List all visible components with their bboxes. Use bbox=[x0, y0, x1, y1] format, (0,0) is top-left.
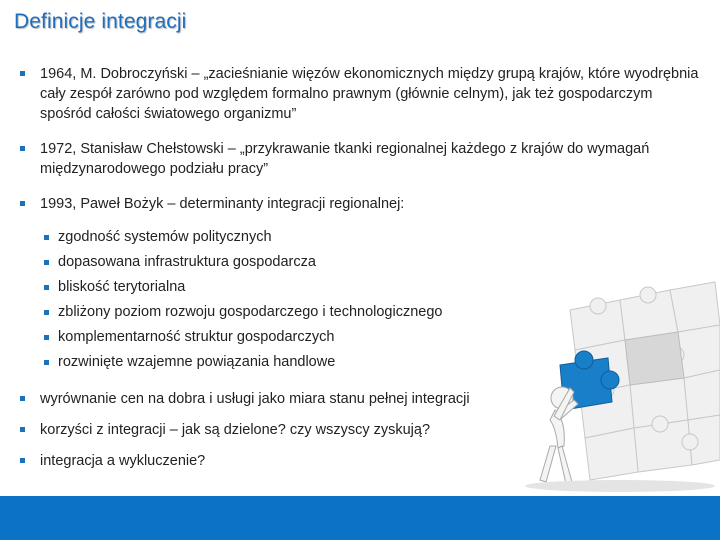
sub-bullet-item bbox=[18, 325, 708, 350]
footer-bar bbox=[0, 496, 720, 540]
bullet-square-icon bbox=[20, 396, 25, 401]
bullet-benefits bbox=[18, 420, 708, 440]
bullet-square-icon bbox=[20, 427, 25, 432]
sub-bullet-text: dopasowana infrastruktura gospodarcza bbox=[58, 254, 316, 270]
slide-content bbox=[18, 64, 708, 482]
bullet-exclusion bbox=[18, 451, 708, 471]
bullet-square-icon bbox=[20, 201, 25, 206]
bullet-square-icon bbox=[44, 310, 49, 315]
bullet-square-icon bbox=[20, 146, 25, 151]
sub-bullet-item bbox=[18, 275, 708, 300]
sub-bullet-text: bliskość terytorialna bbox=[58, 279, 186, 295]
bullet-text: korzyści z integracji – jak są dzielone? czy wszyscy zyskują? bbox=[40, 422, 431, 438]
bullet-price-equalization bbox=[18, 389, 708, 409]
lower-bullets bbox=[18, 389, 708, 471]
bullet-square-icon bbox=[44, 335, 49, 340]
sub-bullet-list bbox=[18, 225, 708, 375]
bullet-text: 1993, Paweł Bożyk – determinanty integracji regionalnej: bbox=[40, 196, 405, 212]
bullet-square-icon bbox=[44, 285, 49, 290]
sub-bullet-item bbox=[18, 225, 708, 250]
bullet-text: 1964, M. Dobroczyński – „zacieśnianie więzów ekonomicznych między grupą krajów, które wyodrębnia cały zespół zarówno pod względem formalno prawnym (głównie celnym), jak też gospodarczym spośród całości światowego organizmu” bbox=[40, 66, 699, 122]
sub-bullet-text: rozwinięte wzajemne powiązania handlowe bbox=[58, 354, 336, 370]
sub-bullet-item bbox=[18, 250, 708, 275]
bullet-square-icon bbox=[20, 458, 25, 463]
sub-bullet-item bbox=[18, 300, 708, 325]
bullet-dobroczynski bbox=[18, 64, 708, 124]
bullet-text: 1972, Stanisław Chełstowski – „przykrawanie tkanki regionalnej każdego z krajów do wymagań międzynarodowego podziału pracy” bbox=[40, 141, 650, 177]
bullet-square-icon bbox=[20, 71, 25, 76]
bullet-square-icon bbox=[44, 235, 49, 240]
slide-title: Definicje integracji bbox=[14, 10, 187, 33]
bullet-text: wyrównanie cen na dobra i usługi jako miara stanu pełnej integracji bbox=[40, 391, 470, 407]
bullet-square-icon bbox=[44, 260, 49, 265]
sub-bullet-item bbox=[18, 350, 708, 375]
sub-bullet-text: zgodność systemów politycznych bbox=[58, 229, 272, 245]
sub-bullet-text: komplementarność struktur gospodarczych bbox=[58, 329, 335, 345]
sub-bullet-text: zbliżony poziom rozwoju gospodarczego i technologicznego bbox=[58, 304, 443, 320]
bullet-square-icon bbox=[44, 360, 49, 365]
bullet-bozyk bbox=[18, 194, 708, 214]
bullet-chelstowski bbox=[18, 139, 708, 179]
bullet-text: integracja a wykluczenie? bbox=[40, 453, 206, 469]
